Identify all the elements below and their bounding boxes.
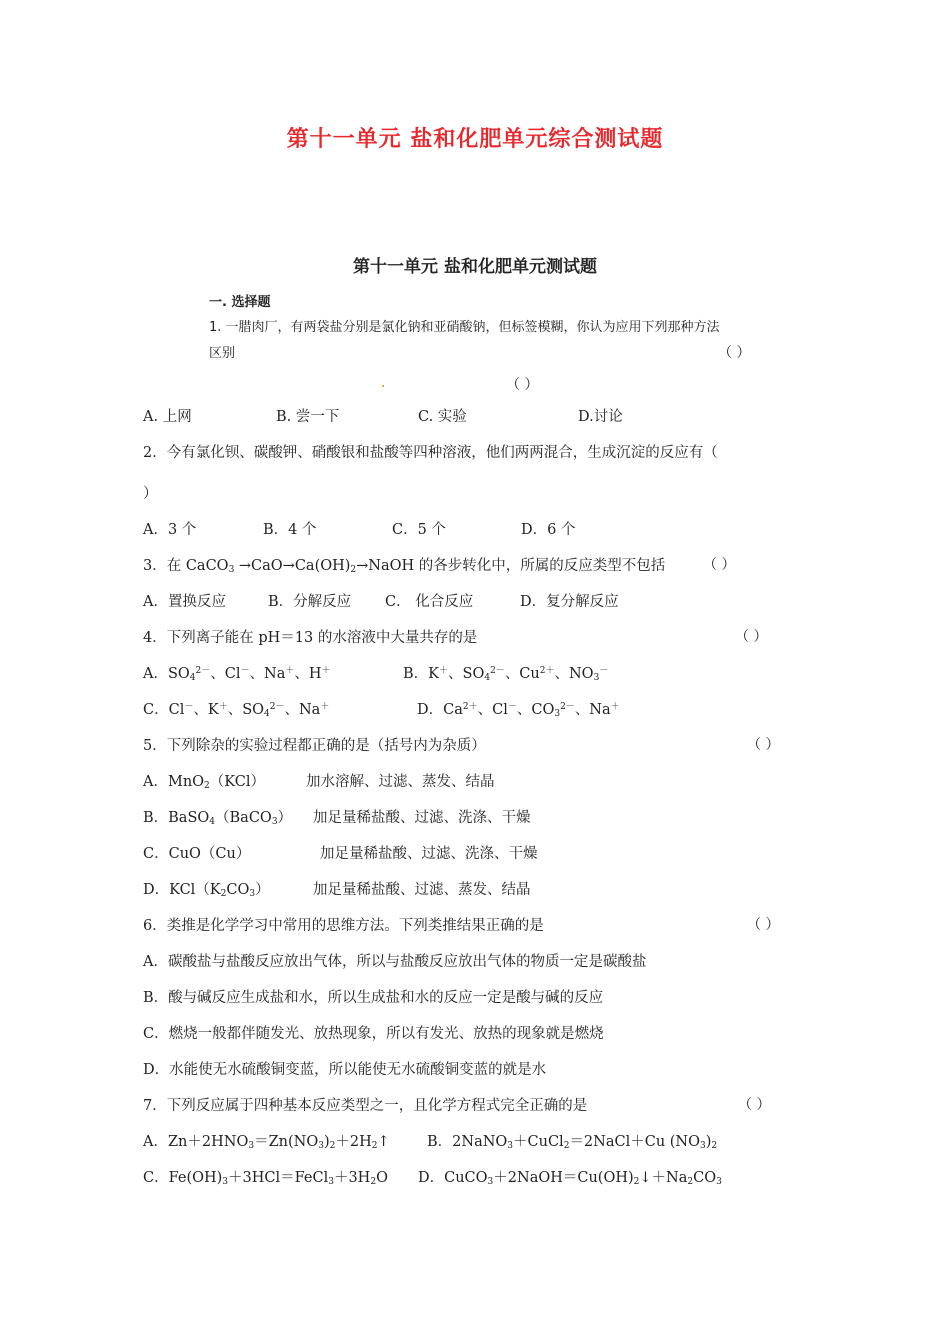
q5-option-c-substance: C．CuO（Cu） — [143, 846, 251, 862]
q4-stem: 4．下列离子能在 pH＝13 的水溶液中大量共存的是 — [143, 630, 478, 646]
q5-option-b-method: 加足量稀盐酸、过滤、洗涤、干燥 — [313, 810, 531, 826]
q7-option-d: D．$CuCO_3+2NaOH=Cu(OH)_2↓+Na_2CO_3$ — [418, 1170, 722, 1187]
q3-option-a: A．置换反应 — [143, 594, 226, 610]
q1-stem-line1: 1. 一腊肉厂，有两袋盐分别是氯化钠和亚硝酸钠，但标签模糊，你认为应用下列那种方法 — [209, 320, 720, 335]
q1-answer-paren: （ ） — [718, 345, 751, 361]
q3-stem: 3．在 CaCO$_3$ $\to CaO\to Ca(OH)_2\to NaOH$ 的各步转化中，所属的反应类型不包括 — [143, 558, 666, 575]
q5-option-d-substance: D．$KCl(K_2CO_3)$ — [143, 882, 270, 899]
q1-option-d: D.讨论 — [578, 409, 623, 425]
q6-option-b: B．酸与碱反应生成盐和水，所以生成盐和水的反应一定是酸与碱的反应 — [143, 990, 604, 1006]
q2-stem-cont: ） — [143, 486, 158, 502]
q2-stem: 2．今有氯化钡、碳酸钾、硝酸银和盐酸等四种溶液，他们两两混合，生成沉淀的反应有（ — [143, 445, 718, 461]
q2-option-b: B．4 个 — [263, 522, 317, 538]
q7-option-b: B．2NaNO$_3$＋CuCl$_2$＝2NaCl＋Cu $(NO_3)_2$ — [427, 1134, 718, 1151]
q5-option-c-method: 加足量稀盐酸、过滤、洗涤、干燥 — [320, 846, 538, 862]
speck-mark — [382, 385, 384, 387]
q2-option-d: D．6 个 — [521, 522, 576, 538]
q1-stem-line2: 区别 — [209, 346, 236, 361]
q6-option-c: C．燃烧一般都伴随发光、放热现象，所以有发光、放热的现象就是燃烧 — [143, 1026, 604, 1042]
q1-option-b: B. 尝一下 — [276, 409, 340, 425]
q1-option-a: A. 上网 — [143, 409, 192, 425]
q5-option-b-substance: B．BaSO$_4$（BaCO$_3$） — [143, 810, 293, 827]
q7-option-c: C．$Fe(OH)_3+3HCl=FeCl_3+3H_2O$ — [143, 1170, 388, 1187]
q6-option-a: A．碳酸盐与盐酸反应放出气体，所以与盐酸反应放出气体的物质一定是碳酸盐 — [143, 954, 647, 970]
q4-option-a: A．$SO_4^{2-}$、Cl－、Na＋、H＋ — [143, 666, 331, 683]
q2-option-c: C．5 个 — [392, 522, 446, 538]
q1-option-c: C. 实验 — [418, 409, 467, 425]
q3-answer-paren: （ ） — [703, 557, 736, 573]
document-title: 第十一单元 盐和化肥单元综合测试题 — [286, 127, 664, 152]
q4-option-c: C．Cl－、K＋、$SO_4^{2-}$、Na＋ — [143, 702, 330, 719]
q5-answer-paren: （ ） — [747, 737, 780, 753]
q4-answer-paren: （ ） — [735, 629, 768, 645]
q6-answer-paren: （ ） — [747, 917, 780, 933]
test-title: 第十一单元 盐和化肥单元测试题 — [353, 257, 597, 277]
q7-stem: 7．下列反应属于四种基本反应类型之一，且化学方程式完全正确的是 — [143, 1098, 588, 1114]
q7-option-a: A．$Zn+2HNO_3=Zn(NO_3)_2+2H_2↑$ — [143, 1134, 390, 1151]
q2-option-a: A．3 个 — [143, 522, 197, 538]
q7-answer-paren: （ ） — [738, 1097, 771, 1113]
q6-stem: 6．类推是化学学习中常用的思维方法。下列类推结果正确的是 — [143, 918, 544, 934]
q1-answer-paren-2: （ ） — [506, 377, 539, 393]
q3-option-b: B．分解反应 — [268, 594, 352, 610]
q4-option-b: B．K＋、$SO_4^{2-}$、$Cu^{2+}$、$NO_3^-$ — [403, 666, 609, 683]
q4-option-d: D．$Ca^{2+}$、Cl－、$CO_3^{2-}$、Na＋ — [417, 702, 620, 719]
q5-stem: 5．下列除杂的实验过程都正确的是（括号内为杂质） — [143, 738, 486, 754]
q3-option-d: D．复分解反应 — [520, 594, 619, 610]
section-heading: 一. 选择题 — [209, 295, 271, 310]
q5-option-a-method: 加水溶解、过滤、蒸发、结晶 — [306, 774, 495, 790]
q5-option-d-method: 加足量稀盐酸、过滤、蒸发、结晶 — [313, 882, 531, 898]
q5-option-a-substance: A．MnO$_2$（KCl） — [143, 774, 265, 791]
q6-option-d: D．水能使无水硫酸铜变蓝，所以能使无水硫酸铜变蓝的就是水 — [143, 1062, 547, 1078]
q3-option-c: C． 化合反应 — [385, 594, 474, 610]
